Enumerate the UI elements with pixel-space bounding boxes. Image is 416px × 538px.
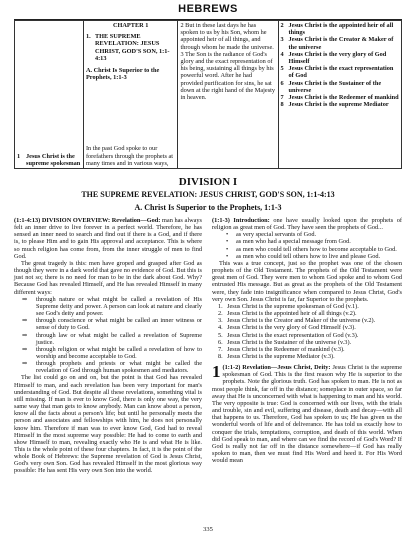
list-item: Jesus Christ is the appointed heir of all things (v.2). [227,310,357,318]
division-title: THE SUPREME REVELATION: JESUS CHRIST, GOD'S SON, 1:1-4:13 [94,33,170,62]
list-item: Jesus Christ is the very glory of God Himself (v.3). [227,324,356,332]
list-item: Jesus Christ is the exact representation of God (v.3). [227,331,359,339]
list-item: as very special servants of God. [236,231,317,239]
arrow-icon: ⇒ [22,331,28,339]
paragraph: The great tragedy is this: men have groped and grasped after God as though they were in a dark world that gave no evidence of God. But this is just not so; there is no need for man to be in the dark about God. Why? Because God has revealed Himself, and He has revealed Himself in many different ways: [14,259,202,296]
list-item: as men who could tell others how to live and please God. [236,252,381,260]
outline-point: Jesus Christ is the Sustainer of the universe [288,79,382,94]
list-item: through nature or what might be called a revelation of His Supreme deity and power. A person can look at nature and clearly see God's deity and power. [36,295,202,318]
outline-point: Jesus Christ is the Redeemer of mankind [288,94,399,102]
intro-lead: (1:1-3) Introduction: [212,217,270,224]
list-item: through conscience or what might be called an inner witness or sense of duty to God. [36,317,202,332]
overview-lead: (1:1-4:13) DIVISION OVERVIEW: Revelation—God: [14,217,161,224]
list-item: as men who could tell others how to become acceptable to God. [236,245,397,253]
outline-col-2 [83,21,178,169]
outline-col-1 [15,21,84,169]
scripture-verse-1: In the past God spoke to our forefathers through the prophets at many times and in various ways, [85,145,174,167]
commentary-left-column [14,217,202,475]
running-head: HEBREWS [14,3,402,20]
bullet-icon: • [226,245,229,253]
page-number: 335 [203,526,213,533]
division-number: 1. [85,33,91,41]
commentary-right-column: (1:1-3) Introduction: one have usually looked upon the prophets of religion as great men of God. They have seen the prophets of God... • as very special servants of God. • as men who had a special message from God. • as men who could tell others how to become acceptable to God. • as men who could tell others how to live and please God. This was a true concept, just so the prophet was one of the chosen prophets of the Old Testament. The prophets of the Old Testament were great men of God. They were men to whom God spoke and to whom God entrusted His message. But as great as the prophets of the Old Testament were, they fade into insignificance when compared to Jesus Christ, God's very own Son. Jesus Christ is far, far Superior to the prophets. 1. Jesus Christ is the supreme spokesman of God (v.1). 2. Jesus Christ is the appointed heir of all things (v.2). 3. Jesus Christ is the Creator and Maker of the universe (v.2). 4. Jesus Christ is the very glory of God Himself (v.3). 5. Jesus Christ is the exact representation of God (v.3). 6. Jesus Christ is the Sustainer of the universe (v.3). 7. Jesus Christ is the Redeemer of mankind (v.3). 8. Jesus Christ is the supreme Mediator (v.3). 1 (1:1-2) Revelation—Jesus Christ, Deity: Jesus Christ is the supreme spokesman of God. This is the first reason why He is superior to the prophets. Note the glorious truth. God has spoken to man. He is not as most people think, far off in the distance; someplace in outer space, so far away that He is unconcerned with what is happening to man and his world. The very opposite is true: God is concerned with our lives, with the trials and trouble, sin and evil, suffering and disease, death and decay—with all that happens to us. Therefore, God has spoken to us; He has given us the wonderful words of life and of deliverance. He has told us exactly how to conquer the trials, temptations, corruption, and death of this world. When did God speak to man, and where can we find the record of God's Word? If God is really not far off in the distance somewhere—if God has really spoken to man, then we must find His Word and heed it. For His Word would mean [212,217,403,465]
arrow-icon: ⇒ [22,317,28,325]
bullet-icon: • [226,231,229,239]
list-item: Jesus Christ is the Redeemer of mankind (v.3). [227,345,345,353]
outline-col-4: 2 Jesus Christ is the appointed heir of all things 3 Jesus Christ is the Creator & Maker of the universe 4 Jesus Christ is the very glory of God Himself 5 Jesus Christ is the exact representation of God 6 Jesus Christ is the Sustainer of the universe 7 Jesus Christ is the Redeemer of mankind 8 Jesus Christ is the supreme Mediator [278,21,401,169]
paragraph: man has always felt an inner drive to live forever in a perfect world. Therefore, he has sensed an inner need to search and find out if there is a God, and if there is, to please Him and to gain His approval and acceptance. This is where so much religion has come from, from the inner struggle of men to find God. [14,217,203,260]
chapter-heading: CHAPTER 1 [112,22,149,29]
scripture-verses-2-3: 2 But in these last days he has spoken to us by his Son, whom he appointed heir of all things, and through whom he made the universe. 3 The Son is the radiance of God's glory and the exact representation of his being, sustaining all things by his powerful word. After he had provided purification for sins, he sat down at the right hand of the Majesty in heaven. [180,22,276,102]
outline-point: Jesus Christ is the supreme Mediator [288,101,389,109]
list-item: Jesus Christ is the Sustainer of the universe (v.3). [227,338,352,346]
list-item: Jesus Christ is the Creator and Maker of the universe (v.2). [227,317,376,325]
outline-col-3 [178,21,278,169]
outline-table [14,20,402,169]
list-item: through prophets and priests or what might be called the revelation of God through human spokesmen and mediators. [36,360,202,375]
arrow-icon: ⇒ [22,295,28,303]
point-lead: (1:1-2) Revelation—Jesus Christ, Deity: [222,364,331,372]
bullet-icon: • [226,252,229,260]
division-subtitle: THE SUPREME REVELATION: JESUS CHRIST, GOD'S SON, 1:1-4:13 [81,190,335,199]
outline-point-number: 1 [17,152,21,160]
point-number-large: 1 [212,362,221,382]
division-title: DIVISION I [178,176,238,188]
outline-point: Jesus Christ is the very glory of God Himself [288,50,387,66]
list-item: through religion or what might be called a revelation of how to worship and become acceptable to God. [36,345,202,360]
arrow-icon: ⇒ [22,360,28,368]
paragraph: Jesus Christ is the supreme spokesman of God. This is the first reason why He is superior to the prophets. Note the glorious truth. God has spoken to man. He is not as most people think, far off in the distance; someplace in outer space, so far away that He is unconcerned with what is happening to man and his world. The very opposite is true: God is concerned with our lives, with the trials and trouble, sin and evil, suffering and disease, death and decay—with all that happens to us. Therefore, God has spoken to us; He has given us the wonderful words of life and of deliverance. He has told us exactly how to conquer the trials, temptations, corruption, and death of this world. When did God speak to man, and where can we find the record of God's Word? If God is really not far off in the distance somewhere—if God has really spoken to man, then we must find His Word and heed it. For His Word would mean [212,364,403,465]
section-heading: A. Christ Is Superior to the Prophets, 1:1-3 [134,203,282,212]
outline-point: Jesus Christ is the appointed heir of all things [288,22,394,37]
list-item: Jesus Christ is the supreme spokesman of God (v.1). [227,302,359,310]
outline-point: Jesus Christ is the Creator & Maker of the universe [288,36,394,51]
paragraph: The list could go on and on, but the point is that God has revealed Himself to man, and each revelation has been very important for man's understanding of God. But despite all these revelations, something vital is still missing. If man is ever to know God, there is only one way, the very same way that man gets to know anybody. Man can know about a person, know all the facts about a person's life; but until he personally meets the person and associates and fellowships with him, he does not personally know him. Therefore if man was to ever know God, God had to reveal Himself in the most supreme way possible: He had to come to earth and show Himself to man, revealing exactly who He is and what He is like. This is the whole point of these four chapters. In fact, it is the point of the whole Book of Hebrews: the Supreme revelation of God is Jesus Christ, God's very own Son. God has revealed Himself in the most glorious way possible: He has sent His very own Son into the world. [14,374,202,475]
list-item: as men who had a special message from God. [236,238,351,246]
arrow-icon: ⇒ [22,345,28,353]
outline-point-text: Jesus Christ is the supreme spokesman [26,152,81,167]
outline-point: Jesus Christ is the exact representation of God [288,65,394,80]
list-item: Jesus Christ is the supreme Mediator (v.3). [227,352,335,360]
bullet-icon: • [226,238,229,246]
paragraph: one have usually looked upon the prophets of religion as great men of God. They have seen the prophets of God... [212,217,403,232]
section-title: A. Christ Is Superior to the Prophets, 1:1-3 [85,67,160,82]
list-item: through law or what might be called a revelation of Supreme justice. [36,331,202,346]
paragraph: This was a true concept, just so the prophet was one of the chosen prophets of the Old Testament. The prophets of the Old Testament were great men of God. They were men to whom God spoke and to whom God entrusted His message. But as great as the prophets of the Old Testament were, they fade into insignificance when compared to Jesus Christ, God's very own Son. Jesus Christ is far, far Superior to the prophets. [212,259,402,303]
